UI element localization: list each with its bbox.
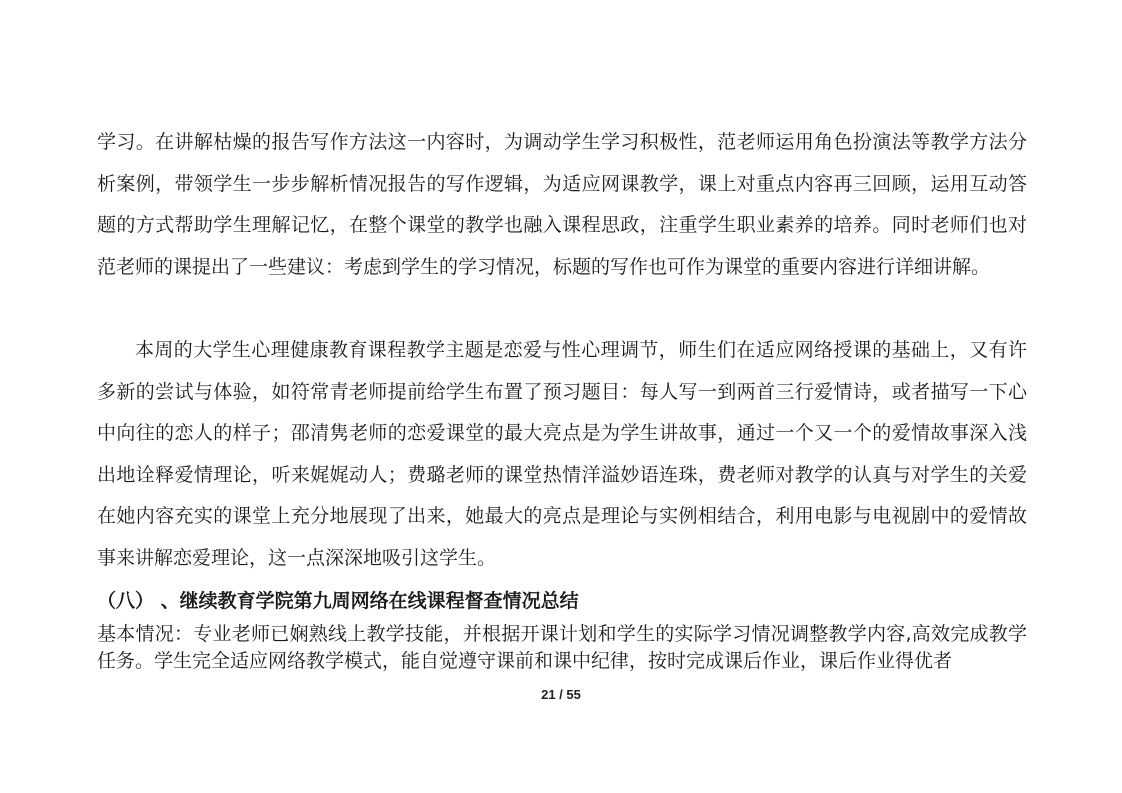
page-number: 21 / 55 [541,687,581,702]
section-heading: （八） 、继续教育学院第九周网络在线课程督查情况总结 [97,590,579,612]
body-paragraph-mental-health-course: 本周的大学生心理健康教育课程教学主题是恋爱与性心理调节，师生们在适应网络授课的基础上，又有许多新的尝试与体验，如符常青老师提前给学生布置了预习题目：每人写一到两首三行爱情诗，或者描写一下心中向往的恋人的样子；邵清隽老师的恋爱课堂的最大亮点是为学生讲故事，通过一个又一个的爱情故事深入浅出地诠释爱情理论，听来娓娓动人；费璐老师的课堂热情洋溢妙语连珠，费老师对教学的认真与对学生的关爱在她内容充实的课堂上充分地展现了出来，她最大的亮点是理论与实例相结合，利用电影与电视剧中的爱情故事来讲解恋爱理论，这一点深深地吸引这学生。 [97,339,1027,569]
body-paragraph-report-writing: 学习。在讲解枯燥的报告写作方法这一内容时，为调动学生学习积极性，范老师运用角色扮演法等教学方法分析案例，带领学生一步步解析情况报告的写作逻辑，为适应网课教学，课上对重点内容再三回顾，运用互动答题的方式帮助学生理解记忆，在整个课堂的教学也融入课程思政，注重学生职业素养的培养。同时老师们也对范老师的课提出了一些建议：考虑到学生的学习情况，标题的写作也可作为课堂的重要内容进行详细讲解。 [97,131,1027,278]
body-paragraph-basic-situation: 基本情况：专业老师已娴熟线上教学技能，并根据开课计划和学生的实际学习情况调整教学内容,高效完成教学任务。学生完全适应网络教学模式，能自觉遵守课前和课中纪律，按时完成课后作业，课后作业得优者 [97,623,1027,672]
